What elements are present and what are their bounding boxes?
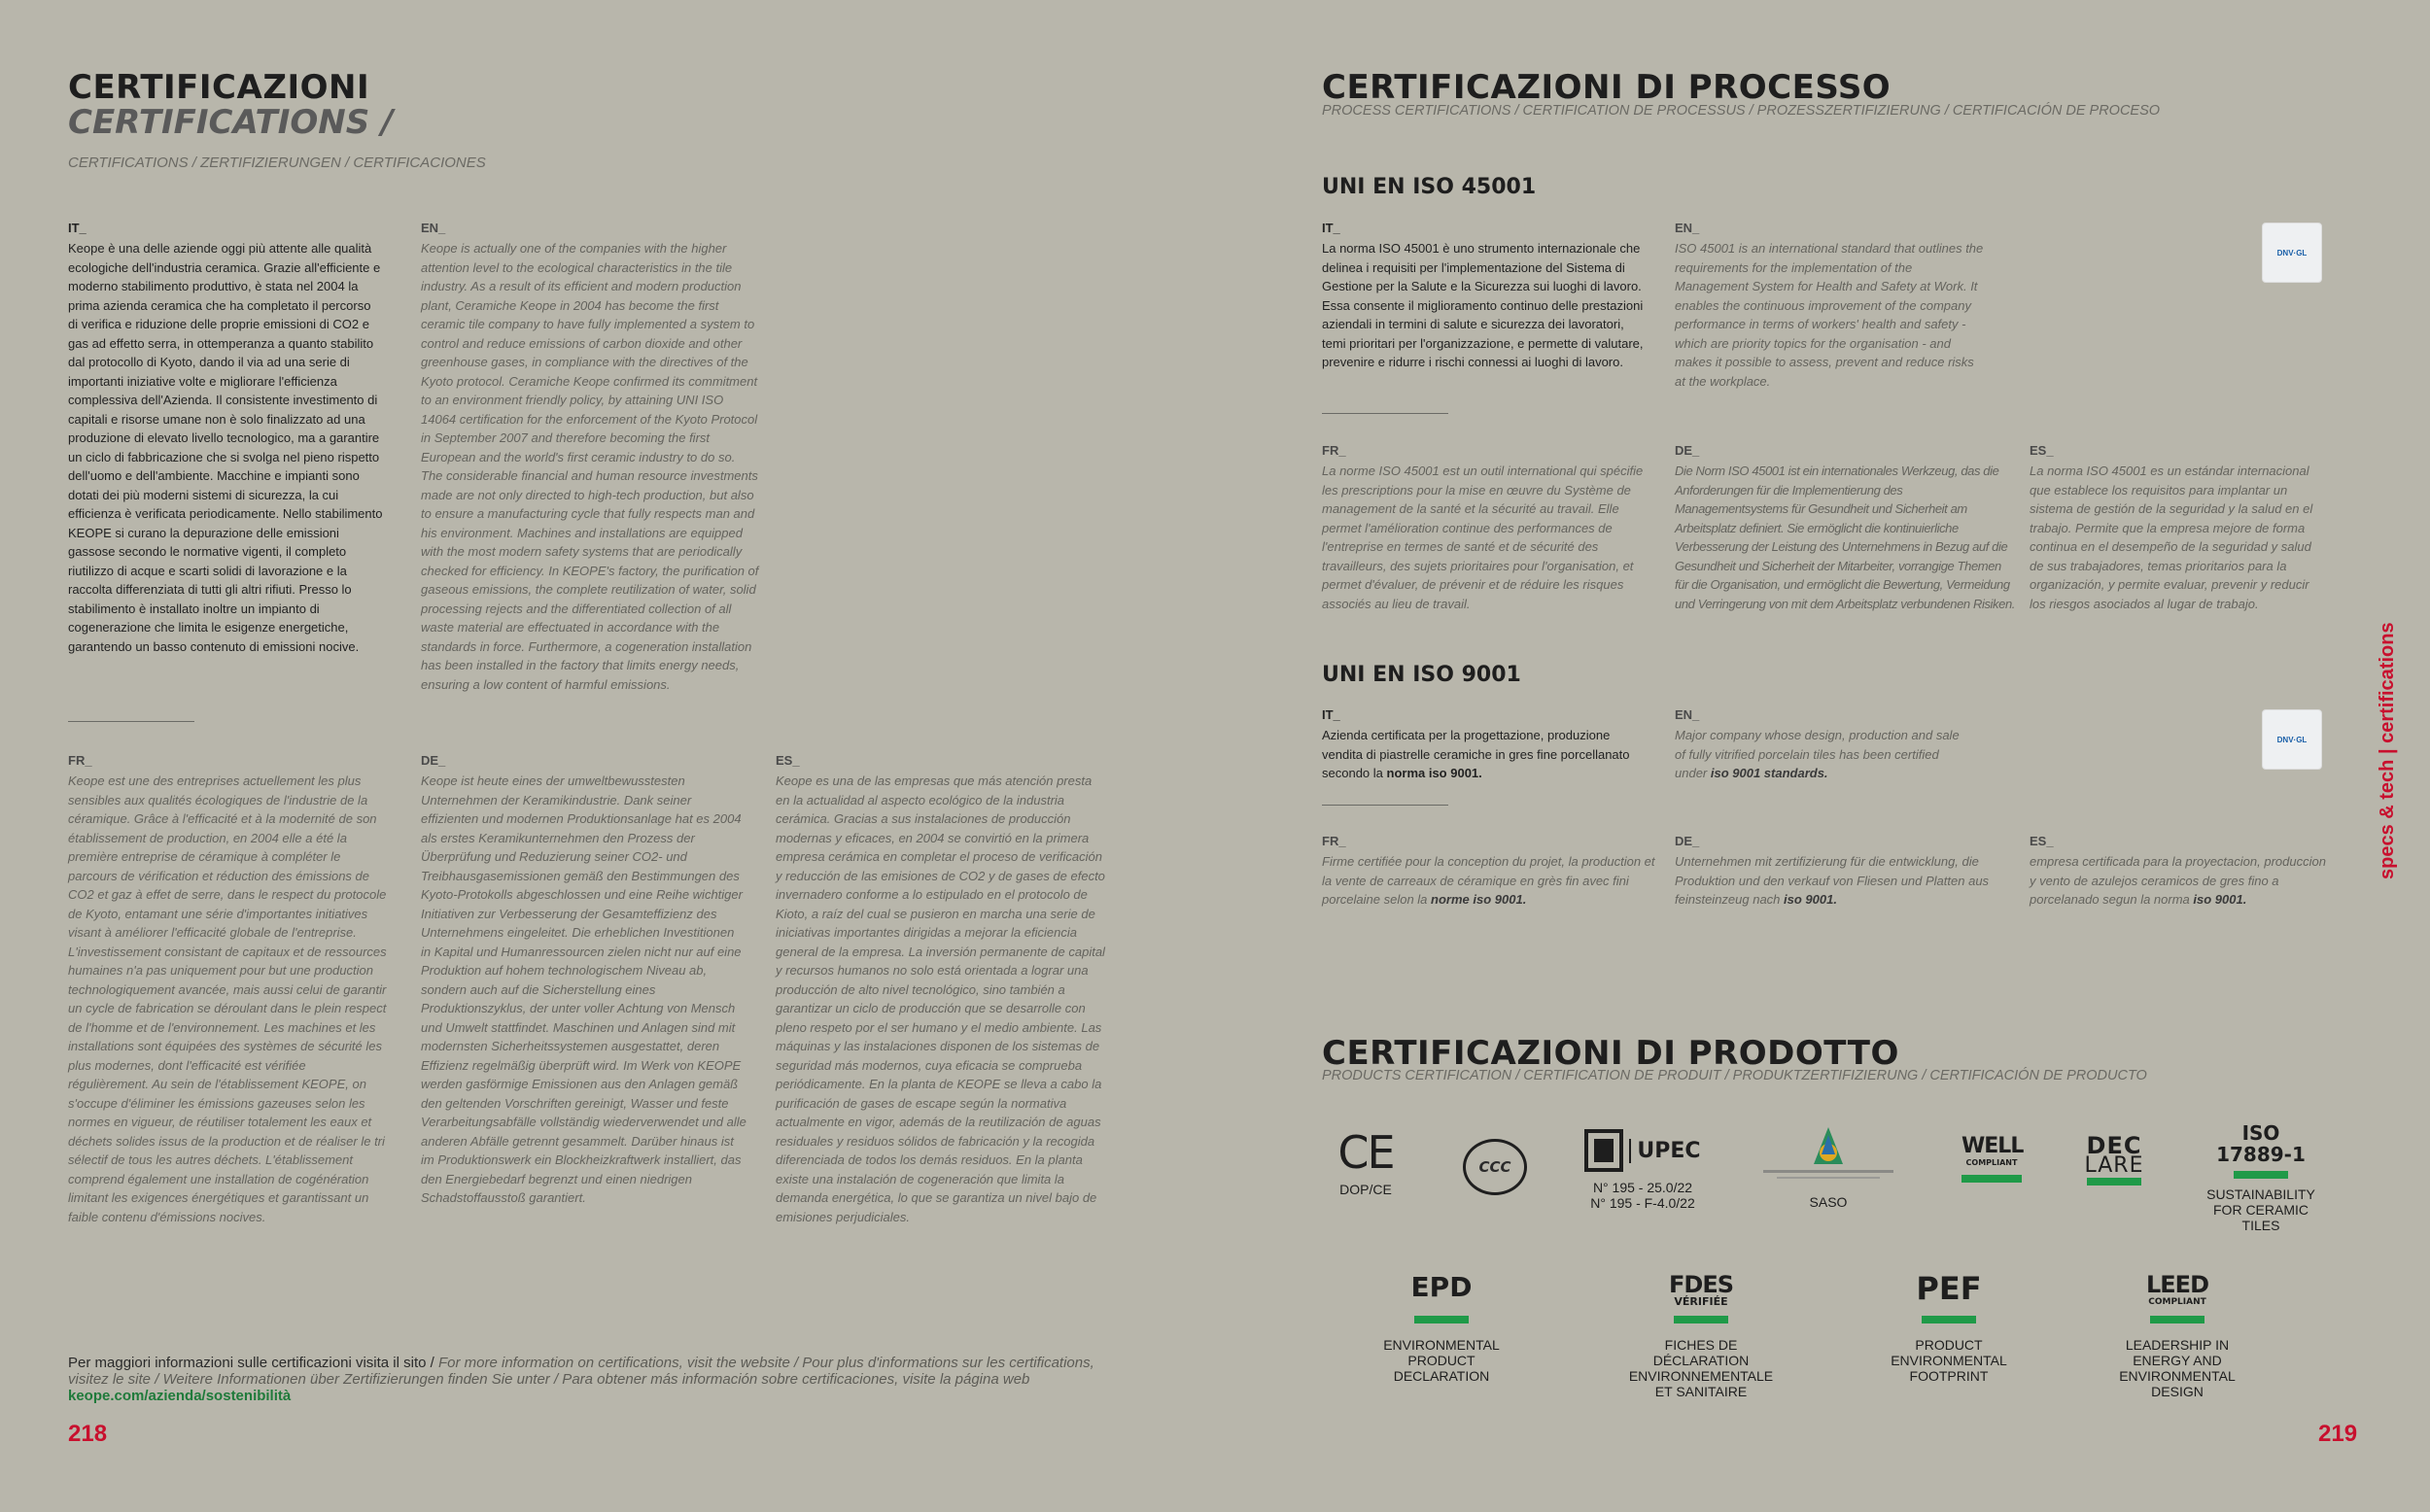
saso-caption: SASO	[1809, 1194, 1848, 1210]
page-title-en: CERTIFICATIONS /	[68, 103, 394, 142]
product-title: CERTIFICAZIONI DI PRODOTTO	[1322, 1034, 1899, 1073]
divider	[1322, 805, 1448, 806]
lang-label-en: EN_	[1675, 707, 1700, 722]
iso-bar	[2234, 1171, 2288, 1179]
page-number-left: 218	[68, 1421, 108, 1447]
iso9001-es-text: empresa certificada para la proyectacion, produccion y vento de azulejos ceramicos de gres fino a porcelanado segun la norma	[2030, 854, 2326, 907]
fdes-c3: ENVIRONNEMENTALE	[1628, 1368, 1774, 1384]
lang-label-de: DE_	[1675, 443, 1700, 458]
leed-bar	[2150, 1316, 2204, 1323]
iso-caption3: TILES	[2241, 1218, 2280, 1233]
iso9001-en-bold: iso 9001 standards.	[1710, 766, 1828, 780]
leed-c3: ENVIRONMENTAL	[2119, 1368, 2236, 1384]
leed-mark: LEED	[2145, 1271, 2208, 1298]
fdes-sub: VÉRIFIÉE	[1674, 1295, 1728, 1308]
leed-c2: ENERGY AND	[2133, 1353, 2222, 1368]
qb-mark-icon	[1584, 1127, 1623, 1174]
declare-top: DEC	[2086, 1132, 2142, 1159]
divider	[1322, 413, 1448, 414]
leed-sub: COMPLIANT	[2148, 1297, 2206, 1307]
iso45001-de-text: Die Norm ISO 45001 ist ein internationales Werkzeug, das die Anforderungen für die Implementierung des Managementsystems für Gesundheit und Sicherheit am Arbeitsplatz definiert. Sie ermöglicht die kontinuierliche Verbesserung der Leistung des Unternehmens in Bezug auf die Gesundheit und Sicherheit der Mitarbeiter, vorrangige Themen für die Organisation, und ermöglicht die Bewertung, Vermeidung und Verringerung von mit dem Arbeitsplatz verbundenen Risiken.	[1675, 464, 2015, 611]
well-mark: WELL	[1961, 1134, 2024, 1158]
lang-label-es: ES_	[2030, 443, 2054, 458]
left-es-column	[776, 753, 1106, 1226]
ccc-text: CCC	[1478, 1158, 1511, 1176]
fdes-bar	[1674, 1316, 1728, 1323]
footer-it: Per maggiori informazioni sulle certificazioni visita il sito /	[68, 1355, 438, 1371]
iso9001-en-text: Major company whose design, production and sale of fully vitrified porcelain tiles has been certified under	[1675, 728, 1960, 780]
lang-label-en: EN_	[1675, 221, 1700, 235]
sustainability-link[interactable]: keope.com/azienda/sostenibilità	[68, 1388, 292, 1404]
epd-c2: PRODUCT	[1407, 1353, 1475, 1368]
well-sub: COMPLIANT	[1965, 1158, 2018, 1167]
process-subtitle: PROCESS CERTIFICATIONS / CERTIFICATION DE PROCESSUS / PROZESSZERTIFIZIERUNG / CERTIFICACIÓN DE PROCESO	[1322, 103, 2161, 119]
pef-c3: FOOTPRINT	[1909, 1368, 1989, 1384]
ccc-mark-icon	[1463, 1139, 1527, 1195]
iso9001-it-text: Azienda certificata per la progettazione, produzione vendita di piastrelle ceramiche in gres fine porcellanato secondo la	[1322, 728, 1630, 780]
pef-logo	[1876, 1270, 2022, 1384]
page-title: CERTIFICAZIONI	[68, 68, 370, 107]
upec-line2: N° 195 - F-4.0/22	[1590, 1195, 1695, 1211]
iso45001-it-column	[1322, 221, 1648, 372]
upec-mark: UPEC	[1629, 1139, 1700, 1163]
iso9001-it-bold: norma iso 9001.	[1386, 766, 1482, 780]
dnv-gl-badge-icon	[2262, 223, 2322, 283]
footer-note	[68, 1355, 1098, 1404]
lang-label-it: IT_	[68, 221, 87, 235]
iso45001-en-text: ISO 45001 is an international standard that outlines the requirements for the implementation of the Management System for Health and Safety at Work. It enables the continuous improvement of the company performance in terms of workers' health and safety - which are priority topics for the organisation - and makes it possible to assess, prevent and reduce risks at the workplace.	[1675, 241, 1984, 389]
upec-logo	[1575, 1127, 1711, 1211]
product-subtitle: PRODUCTS CERTIFICATION / CERTIFICATION DE PRODUIT / PRODUKTZERTIFIZIERUNG / CERTIFICACIÓN DE PRODUCTO	[1322, 1068, 2147, 1083]
lang-label-fr: FR_	[1322, 443, 1346, 458]
iso9001-fr-text: Firme certifiée pour la conception du projet, la production et la vente de carreaux de céramique en grès fin avec fini porcelaine selon la	[1322, 854, 1655, 907]
left-it-text: Keope è una delle aziende oggi più attente alle qualità ecologiche dell'industria ceramica. Grazie all'efficiente e moderno stabilimento produttivo, è stata nel 2004 la prima azienda ceramica che ha completato il percorso di verifica e riduzione delle proprie emissioni di CO2 e gas ad effetto serra, in ottemperanza a quanto stabilito dal protocollo di Kyoto, dando il via ad una serie di importanti iniziative volte e migliorare l'efficienza complessiva dell'Azienda. Il consistente investimento di capitali e risorse umane non è solo finalizzato ad una produzione di elevato livello tecnologico, ma a garantire un ciclo di fabbricazione che si svolga nel pieno rispetto dell'uomo e dell'ambiente. Macchine e impianti sono dotati dei più moderni sistemi di sicurezza, la cui efficienza è verificata periodicamente. Nello stabilimento KEOPE si curano la depurazione delle emissioni gassose secondo le normative vigenti, il completo riutilizzo di acque e scarti solidi di lavorazione e la raccolta differenziata di tutti gli altri rifiuti. Presso lo stabilimento è installato inoltre un impianto di cogenerazione che limita le esigenze energetiche, garantendo un basso contenuto di emissioni nocive.	[68, 241, 383, 654]
pef-c1: PRODUCT	[1915, 1337, 1983, 1353]
iso9001-it-column	[1322, 707, 1633, 783]
leed-logo	[2104, 1273, 2250, 1399]
iso45001-en-column	[1675, 221, 1986, 391]
epd-bar	[1414, 1316, 1469, 1323]
side-section-label: specs & tech | certifications	[2377, 622, 2398, 879]
iso9001-de-bold: iso 9001.	[1784, 892, 1837, 907]
left-en-text: Keope is actually one of the companies with the higher attention level to the ecological characteristics in the tile industry. As a result of its efficient and modern production plant, Ceramiche Keope in 2004 has become the first ceramic tile company to have fully implemented a system to control and reduce emissions of carbon dioxide and other greenhouse gases, in compliance with the directives of the Kyoto protocol. Ceramiche Keope confirmed its commitment to an environment friendly policy, by attaining UNI ISO 14064 certification for the enforcement of the Kyoto Protocol in September 2007 and therefore becoming the first European and the world's first ceramic industry to do so. The considerable financial and human resource investments made are not only directed to high-tech production, but also to ensure a manufacturing cycle that fully respects man and his environment. Machines and installations are equipped with the most modern safety systems that are periodically checked for efficiency. In KEOPE's factory, the purification of gaseous emissions, the complete reutilization of water, solid processing rejects and the differentiated collection of all waste material are effectuated in accordance with the standards in force. Furthermore, a cogeneration installation has been installed in the factory that limits energy needs, ensuring a low content of harmful emissions.	[421, 241, 759, 692]
iso45001-fr-column	[1322, 443, 1657, 613]
pef-c2: ENVIRONMENTAL	[1891, 1353, 2007, 1368]
fdes-mark: FDES	[1669, 1271, 1733, 1298]
process-title: CERTIFICAZIONI DI PROCESSO	[1322, 68, 1892, 107]
saso-logo	[1757, 1125, 1899, 1210]
epd-c3: DECLARATION	[1393, 1368, 1490, 1384]
iso9001-fr-bold: norme iso 9001.	[1431, 892, 1527, 907]
upec-line1: N° 195 - 25.0/22	[1592, 1180, 1693, 1195]
lang-label-fr: FR_	[68, 753, 92, 768]
leed-c1: LEADERSHIP IN	[2125, 1337, 2230, 1353]
lang-label-es: ES_	[776, 753, 800, 768]
declare-bottom: LARE	[2084, 1153, 2144, 1178]
left-es-text: Keope es una de las empresas que más atención presta en la actualidad al aspecto ecológico de la industria cerámica. Gracias a sus instalaciones de producción modernas y eficaces, en 2004 se convirtió en la primera empresa cerámica en completar el proceso de verificación y reducción de las emisiones de CO2 y de gases de efecto invernadero conforme a lo estipulado en el protocolo de Kioto, a raíz del cual se pusieron en marcha una serie de iniciativas importantes dirigidas a mejorar la eficiencia general de la empresa. La inversión permanente de capital y recursos humanos no solo está orientada a lograr una producción de alto nivel tecnológico, sino también a garantizar un ciclo de producción que se desarrolle con pleno respeto por el ser humano y el medio ambiente. Las máquinas y las instalaciones disponen de los sistemas de seguridad más modernos, cuya eficacia se comprueba periódicamente. En la planta de KEOPE se lleva a cabo la purificación de gases de escape según la normativa actualmente en vigor, además de la reutilización de aguas residuales y residuos sólidos de fabricación y la recogida diferenciada de todos los demás residuos. En la planta existe una instalación de cogeneración que limita la demanda energética, lo que se garantiza un nivel bajo de emisiones perjudiciales.	[776, 773, 1105, 1224]
left-subtitle: CERTIFICATIONS / ZERTIFIZIERUNGEN / CERTIFICACIONES	[68, 155, 486, 171]
dnv-gl-badge-icon	[2262, 709, 2322, 770]
divider	[68, 721, 194, 722]
footer-rest: For more information on certifications, visit the website / Pour plus d'informations sur les certifications, visitez le site / Weitere Informationen über Zertifizierungen finden Sie unter / Para obtener más información sobre certificaciones, visite la página web	[68, 1355, 1094, 1388]
iso-caption1: SUSTAINABILITY	[2206, 1186, 2315, 1202]
well-bar	[1961, 1175, 2022, 1183]
iso9001-es-bold: iso 9001.	[2193, 892, 2247, 907]
badge-text: DNV·GL	[2276, 735, 2308, 744]
iso45001-title: UNI EN ISO 45001	[1322, 175, 1537, 199]
iso9001-en-column	[1675, 707, 1966, 783]
lang-label-it: IT_	[1322, 707, 1340, 722]
left-en-column	[421, 221, 759, 694]
saso-mark-icon	[1757, 1125, 1899, 1186]
ce-mark-icon: CE	[1337, 1126, 1394, 1179]
fdes-logo	[1614, 1273, 1788, 1399]
lang-label-it: IT_	[1322, 221, 1340, 235]
iso-caption2: FOR CERAMIC	[2213, 1202, 2308, 1218]
iso45001-es-column	[2030, 443, 2326, 613]
badge-text: DNV·GL	[2276, 248, 2308, 258]
fdes-c1: FICHES DE	[1664, 1337, 1738, 1353]
lang-label-es: ES_	[2030, 834, 2054, 848]
leed-c4: DESIGN	[2151, 1384, 2204, 1399]
fdes-c2: DÉCLARATION	[1652, 1353, 1750, 1368]
left-de-column	[421, 753, 746, 1208]
iso45001-it-text: La norma ISO 45001 è uno strumento internazionale che delinea i requisiti per l'implementazione del Sistema di Gestione per la Salute e la Sicurezza sui luoghi di lavoro. Essa consente il miglioramento continuo delle prestazioni aziendali in termini di salute e sicurezza dei lavoratori, temi prioritari per l'organizzazione, e permette di valutare, prevenire e ridurre i rischi connessi ai luoghi di lavoro.	[1322, 241, 1644, 369]
page-number-right: 219	[2318, 1421, 2358, 1447]
iso-bottom: 17889-1	[2216, 1143, 2306, 1166]
iso9001-es-column	[2030, 834, 2326, 910]
iso17889-logo	[2206, 1122, 2315, 1233]
declare-logo	[2084, 1132, 2144, 1186]
lang-label-fr: FR_	[1322, 834, 1346, 848]
pef-bar	[1922, 1316, 1976, 1323]
left-it-column	[68, 221, 384, 656]
epd-mark: EPD	[1410, 1271, 1473, 1303]
epd-logo	[1369, 1273, 1514, 1384]
declare-bar	[2087, 1178, 2141, 1186]
lang-label-en: EN_	[421, 221, 446, 235]
left-de-text: Keope ist heute eines der umweltbewusstesten Unternehmen der Keramikindustrie. Dank seiner effizienten und modernen Produktionsanlage hat es 2004 als erstes Keramikunternehmen den Prozess der Überprüfung und Reduzierung seiner CO2- und Treibhausgasemissionen gemäß den Bestimmungen des Kyoto-Protokolls abgeschlossen und eine Reihe wichtiger Initiativen zur Verbesserung der Gesamteffizienz des Unternehmens eingeleitet. Die erheblichen Investitionen in Kapital und Humanressourcen zielen nicht nur auf eine Produktion auf hohem technologischem Niveau ab, sondern auch auf die Sicherstellung eines Produktionszyklus, der unter voller Achtung von Mensch und Umwelt stattfindet. Maschinen und Anlagen sind mit modernsten Sicherheitssystemen ausgestattet, deren Effizienz regelmäßig überprüft wird. Im Werk von KEOPE werden gasförmige Emissionen aus den Anlagen gemäß den geltenden Vorschriften gereinigt, Wasser und feste Verarbeitungsabfälle vollständig wiederverwendet und alle anderen Abfälle getrennt gesammelt. Darüber hinaus ist im Produktionswerk ein Blockheizkraftwerk installiert, das den Energiebedarf begrenzt und einen niedrigen Schadstoffausstoß garantiert.	[421, 773, 746, 1205]
iso9001-de-column	[1675, 834, 2000, 910]
left-fr-column	[68, 753, 389, 1226]
iso9001-de-text: Unternehmen mit zertifizierung für die entwicklung, die Produktion und den verkauf von Fliesen und Platten aus feinsteinzeug nach	[1675, 854, 1990, 907]
iso9001-fr-column	[1322, 834, 1657, 910]
lang-label-de: DE_	[421, 753, 446, 768]
lang-label-de: DE_	[1675, 834, 1700, 848]
epd-c1: ENVIRONMENTAL	[1383, 1337, 1500, 1353]
left-title-block	[68, 70, 394, 140]
pef-mark: PEF	[1916, 1270, 1982, 1307]
iso45001-de-column	[1675, 443, 2015, 613]
left-fr-text: Keope est une des entreprises actuellement les plus sensibles aux qualités écologiques de l'industrie de la céramique. Grâce à l'efficacité et à la modernité de son établissement de production, en 2004 elle a été la première entreprise de céramique à compléter le parcours de vérification et réduction des émissions de CO2 et gaz à effet de serre, dans le respect du protocole de Kyoto, entamant une série d'importantes initiatives visant à améliorer l'efficacité globale de l'entreprise. L'investissement consistant de capitaux et de ressources humaines n'a pas uniquement pour but une production technologiquement avancée, mais aussi celui de garantir un cycle de fabrication se déroulant dans le plein respect de l'homme et de l'environnement. Les machines et les installations sont équipées des systèmes de sécurité les plus modernes, dont l'efficacité est vérifiée régulièrement. Au sein de l'établissement KEOPE, on s'occupe d'éliminer les émissions gazeuses selon les normes en vigueur, de réutiliser totalement les eaux et déchets solides issus de la production et de réaliser le tri sélectif de tous les autres déchets. L'établissement comprend également une installation de cogénération limitant les exigences énergétiques et garantissant un faible contenu d'émissions nocives.	[68, 773, 387, 1224]
iso9001-title: UNI EN ISO 9001	[1322, 663, 1521, 687]
iso-top: ISO	[2241, 1121, 2280, 1145]
fdes-c4: ET SANITAIRE	[1654, 1384, 1748, 1399]
iso45001-es-text: La norma ISO 45001 es un estándar internacional que establece los requisitos para implantar un sistema de gestión de la seguridad y la salud en el trabajo. Permite que la empresa mejore de forma continua en el desempeño de la seguridad y salud de sus trabajadores, temas prioritarios para la organización, y permite evaluar, prevenir y reducir los riesgos asociados al lugar de trabajo.	[2030, 464, 2313, 611]
ce-logo	[1332, 1126, 1400, 1197]
ce-caption: DOP/CE	[1339, 1182, 1392, 1197]
iso45001-fr-text: La norme ISO 45001 est un outil international qui spécifie les prescriptions pour la mise en œuvre du Système de management de la santé et la sécurité au travail. Elle permet l'amélioration continue des performances de l'entreprise en termes de santé et de sécurité des travailleurs, des sujets prioritaires pour l'organisation, et permet d'évaluer, de prévenir et de réduire les risques associés au lieu de travail.	[1322, 464, 1644, 611]
well-logo	[1961, 1135, 2022, 1183]
